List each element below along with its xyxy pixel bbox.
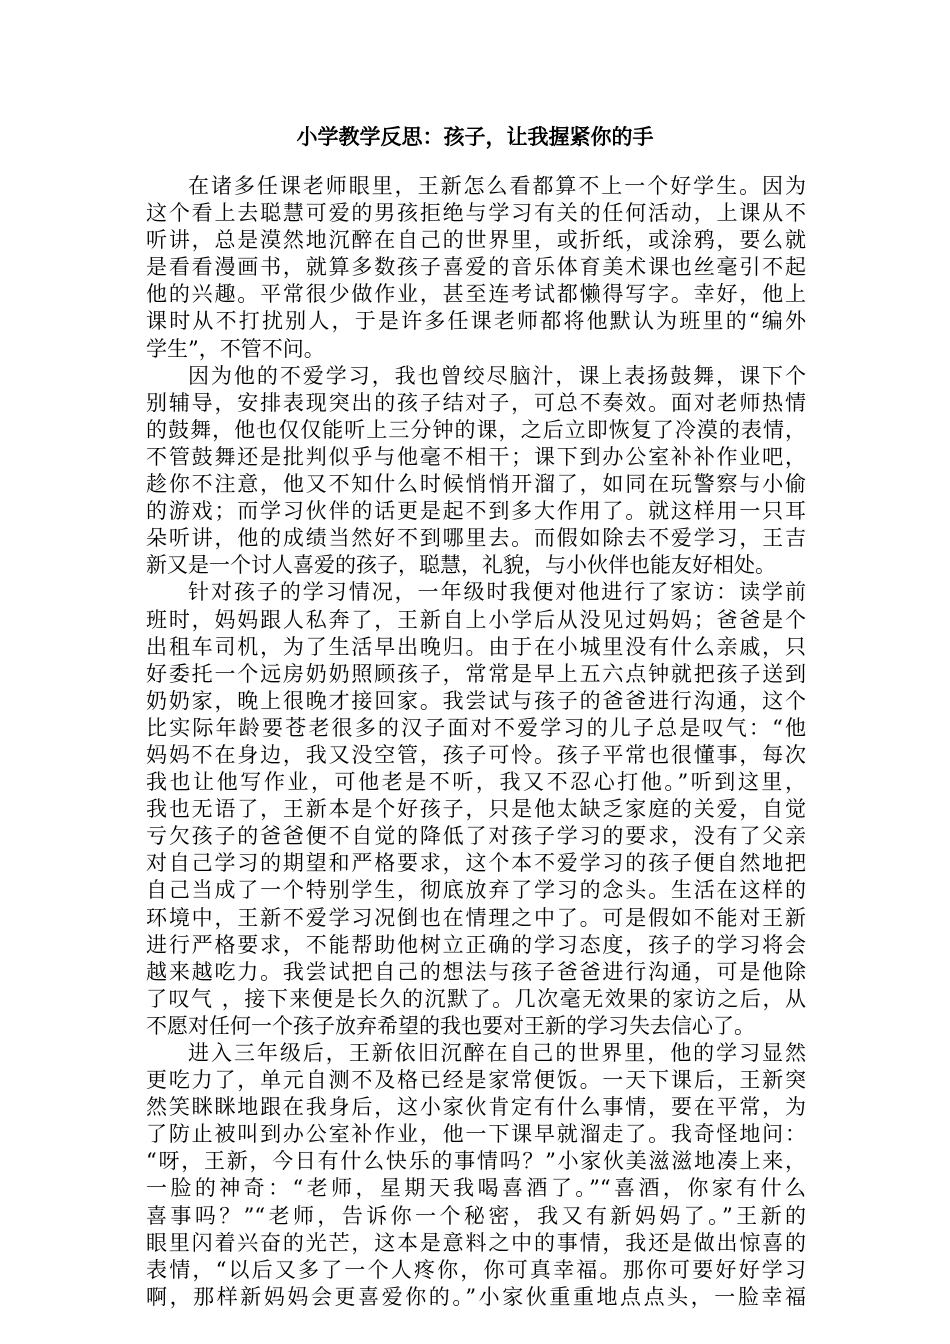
text-line: 不管鼓舞还是批判似乎与他毫不相干；课下到办公室补补作业吧，	[146, 444, 806, 469]
text-line: 别辅导，安排表现突出的孩子结对子，可总不奏效。面对老师热情	[146, 390, 806, 415]
document-title: 小学教学反思：孩子，让我握紧你的手	[296, 124, 654, 149]
text-line: 喜事吗？”“老师，告诉你一个秘密，我又有新妈妈了。”王新的	[146, 1203, 806, 1228]
text-line: “呀，王新，今日有什么快乐的事情吗？”小家伙美滋滋地凑上来，	[146, 1149, 806, 1174]
text-line: 是看看漫画书，就算多数孩子喜爱的音乐体育美术课也丝毫引不起	[146, 255, 806, 280]
text-line: 我也无语了，王新本是个好孩子，只是他太缺乏家庭的关爱，自觉	[146, 797, 806, 822]
text-line: 眼里闪着兴奋的光芒，这本是意料之中的事情，我还是做出惊喜的	[146, 1230, 806, 1255]
text-line: 班时，妈妈跟人私奔了，王新自上小学后从没见过妈妈；爸爸是个	[146, 607, 806, 632]
text-line: 亏欠孩子的爸爸便不自觉的降低了对孩子学习的要求，没有了父亲	[146, 824, 806, 849]
text-line: 啊，那样新妈妈会更喜爱你的。”小家伙重重地点点头，一脸幸福	[146, 1284, 806, 1309]
text-line: 比实际年龄要苍老很多的汉子面对不爱学习的儿子总是叹气：“他	[146, 715, 806, 740]
text-line: 因为他的不爱学习，我也曾绞尽脑汁，课上表扬鼓舞，课下个	[188, 363, 806, 388]
paragraph-1	[146, 173, 806, 363]
paragraph-4	[146, 1040, 806, 1311]
text-line: 越来越吃力。我尝试把自己的想法与孩子爸爸进行沟通，可是他除	[146, 959, 806, 984]
text-line: 一脸的神奇：“老师，星期天我喝喜酒了。”“喜酒，你家有什么	[146, 1176, 806, 1201]
text-line: 进入三年级后，王新依旧沉醉在自己的世界里，他的学习显然	[188, 1041, 806, 1065]
text-line: 对自己学习的期望和严格要求，这个本不爱学习的孩子便自然地把	[146, 851, 806, 876]
text-line: 了叹气 ，接下来便是长久的沉默了。几次毫无效果的家访之后，从	[146, 986, 806, 1011]
text-line: 我也让他写作业，可他老是不听，我又不忍心打他。”听到这里，	[146, 770, 806, 795]
text-line: 趁你不注意，他又不知什么时候悄悄开溜了，如同在玩警察与小偷	[146, 472, 806, 497]
text-line: 这个看上去聪慧可爱的男孩拒绝与学习有关的任何活动，上课从不	[146, 201, 806, 226]
text-line: 自己当成了一个特别学生，彻底放弃了学习的念头。生活在这样的	[146, 878, 806, 903]
document-body	[146, 173, 806, 1311]
text-line: 好委托一个远房奶奶照顾孩子，常常是早上五六点钟就把孩子送到	[146, 661, 806, 686]
paragraph-3	[146, 579, 806, 1040]
text-line: 新又是一个讨人喜爱的孩子，聪慧，礼貌，与小伙伴也能友好相处。	[146, 553, 776, 578]
text-line: 朵听讲，他的成绩当然好不到哪里去。而假如除去不爱学习，王吉	[146, 526, 806, 551]
text-line: 然笑眯眯地跟在我身后，这小家伙肯定有什么事情，要在平常，为	[146, 1095, 806, 1120]
text-line: 表情，“以后又多了一个人疼你，你可真幸福。那你可要好好学习	[146, 1257, 806, 1282]
text-line: 不愿对任何一个孩子放弃希望的我也要对王新的学习失去信心了。	[146, 1013, 755, 1038]
text-line: 针对孩子的学习情况，一年级时我便对他进行了家访：读学前	[188, 580, 806, 605]
text-line: 环境中，王新不爱学习况倒也在情理之中了。可是假如不能对王新	[146, 905, 806, 930]
text-line: 课时从不打扰别人，于是许多任课老师都将他默认为班里的“编外	[146, 309, 806, 334]
text-line: 听讲，总是漠然地沉醉在自己的世界里，或折纸，或涂鸦，要么就	[146, 228, 806, 253]
text-line: 妈妈不在身边，我又没空管，孩子可怜。孩子平常也很懂事，每次	[146, 742, 806, 767]
text-line: 进行严格要求，不能帮助他树立正确的学习态度，孩子的学习将会	[146, 932, 806, 957]
text-line: 出租车司机，为了生活早出晚归。由于在小城里没有什么亲戚，只	[146, 634, 806, 659]
text-line: 奶奶家，晚上很晚才接回家。我尝试与孩子的爸爸进行沟通，这个	[146, 688, 806, 713]
text-line: 学生”，不管不问。	[146, 336, 325, 361]
text-line: 了防止被叫到办公室补作业，他一下课早就溜走了。我奇怪地问：	[146, 1122, 806, 1147]
text-line: 他的兴趣。平常很少做作业，甚至连考试都懒得写字。幸好，他上	[146, 282, 806, 307]
text-line: 的鼓舞，他也仅仅能听上三分钟的课，之后立即恢复了冷漠的表情，	[146, 417, 806, 442]
text-line: 的游戏；而学习伙伴的话更是起不到多大作用了。就这样用一只耳	[146, 499, 806, 524]
paragraph-2	[146, 363, 806, 580]
text-line: 在诸多任课老师眼里，王新怎么看都算不上一个好学生。因为	[188, 174, 806, 198]
text-line: 更吃力了，单元自测不及格已经是家常便饭。一天下课后，王新突	[146, 1068, 806, 1093]
